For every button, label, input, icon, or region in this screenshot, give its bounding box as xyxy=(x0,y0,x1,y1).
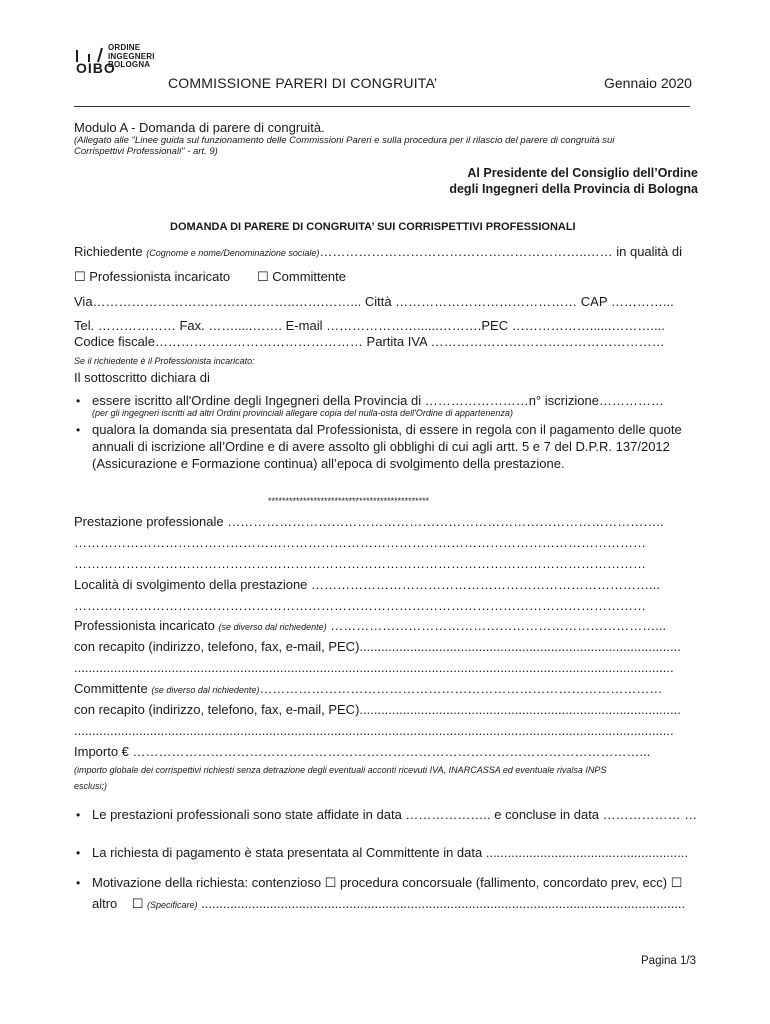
logo-mark: OIBO xyxy=(76,60,116,76)
addressee-line-2: degli Ingegneri della Provincia di Bologna xyxy=(449,182,698,196)
committente-hint: (se diverso dal richiedente) xyxy=(151,685,260,695)
committente-recapito-continuation[interactable]: ...................................................................................................................................................................... xyxy=(74,723,674,738)
declaration-bullet-1-note: (per gli ingegneri iscritti ad altri Ordini provinciali allegare copia del nulla-osta dell'Ordine di appartenenza) xyxy=(92,408,513,418)
committente-label: Committente xyxy=(74,681,148,696)
applicant-field[interactable]: ……………………………………………………..…… xyxy=(319,244,613,259)
option-professionista[interactable]: ☐ Professionista incaricato xyxy=(74,269,231,284)
prestazione-field[interactable]: Prestazione professionale ……………………………………………………………………………………….. xyxy=(74,514,664,529)
localita-field[interactable]: Località di svolgimento della prestazione ……………………………………………………………………... xyxy=(74,577,660,592)
applicant-label: Richiedente xyxy=(74,244,143,259)
motivazione-row[interactable]: Motivazione della richiesta: contenzioso ☐ procedura concorsuale (fallimento, concordato prev, ecc) ☐ xyxy=(92,875,683,890)
importo-note-line-1: (importo globale dei corrispettivi richiesti senza detrazione degli eventuali acconti ricevuti IVA, INARCASSA ed eventuale rivalsa INPS xyxy=(74,765,607,775)
altro-label: altro xyxy=(92,896,118,911)
page-number: Pagina 1/3 xyxy=(641,955,696,967)
professionista-recapito-continuation[interactable]: ...................................................................................................................................................................... xyxy=(74,660,674,675)
declaration-intro: Il sottoscritto dichiara di xyxy=(74,370,210,385)
applicant-row xyxy=(74,244,682,259)
declaration-bullet-1: essere iscritto all'Ordine degli Ingegneri della Provincia di ……………………n° iscrizione…………… xyxy=(92,393,664,408)
prestazione-continuation-2[interactable]: …………………………………………………………………………………………………………………… xyxy=(74,556,646,571)
module-note-line-1: (Allegato alle "Linee guida sul funzionamento delle Commissioni Pareri e sulla procedura per il rilascio del parere di congruità sui xyxy=(74,135,615,146)
bullet-icon: • xyxy=(76,846,81,860)
document-header-title: COMMISSIONE PARERI DI CONGRUITA’ xyxy=(168,75,438,91)
committente-recapito-field[interactable]: con recapito (indirizzo, telefono, fax, e-mail, PEC)......................................................................................... xyxy=(74,702,681,717)
declaration-condition: Se il richiedente è il Professionista incaricato: xyxy=(74,356,255,366)
logo-wordmark: ORDINE INGEGNERI BOLOGNA xyxy=(108,43,155,69)
section-separator: ********************************************** xyxy=(268,496,430,506)
declaration-bullet-2-line-2: annuali di iscrizione all’Ordine e di avere assolto gli obblighi di cui agli artt. 5 e 7 del D.P.R. 137/2012 xyxy=(92,439,670,454)
form-title: DOMANDA DI PARERE DI CONGRUITA’ SUI CORRISPETTIVI PROFESSIONALI xyxy=(170,221,576,233)
professionista-hint: (se diverso dal richiedente) xyxy=(218,622,327,632)
declaration-bullet-2-line-1: qualora la domanda sia presentata dal Professionista, di essere in regola con il pagamento delle quote xyxy=(92,422,682,437)
tax-row[interactable]: Codice fiscale………………………………………… Partita IVA ……………………………………………… xyxy=(74,334,665,349)
committente-field[interactable]: ………………………………………………………………………………… xyxy=(259,681,663,696)
professionista-row xyxy=(74,618,666,633)
bullet-icon: • xyxy=(76,394,81,408)
importo-note-line-2: esclusi;) xyxy=(74,781,108,791)
module-title: Modulo A - Domanda di parere di congruità. xyxy=(74,120,325,135)
header-divider xyxy=(74,106,690,107)
localita-continuation[interactable]: …………………………………………………………………………………………………………………… xyxy=(74,598,646,613)
altro-row xyxy=(92,896,685,912)
altro-hint: (Specificare) xyxy=(147,900,198,910)
bullet-icon: • xyxy=(76,423,81,437)
declaration-bullet-2-line-3: (Assicurazione e Formazione continua) all’epoca di svolgimento della prestazione. xyxy=(92,456,565,471)
document-header-date: Gennaio 2020 xyxy=(604,75,692,91)
prestazione-continuation-1[interactable]: …………………………………………………………………………………………………………………… xyxy=(74,535,646,550)
date-affidamento-field[interactable]: Le prestazioni professionali sono state affidate in data ……………….. e concluse in data ……………… … xyxy=(92,807,698,822)
professionista-recapito-field[interactable]: con recapito (indirizzo, telefono, fax, e-mail, PEC)......................................................................................... xyxy=(74,639,681,654)
altro-field[interactable]: ...................................................................................................................................... xyxy=(201,896,686,911)
applicant-role-label: in qualità di xyxy=(616,244,683,259)
applicant-hint: (Cognome e nome/Denominazione sociale) xyxy=(146,248,320,258)
committente-row xyxy=(74,681,662,696)
professionista-field[interactable]: …………………………………………………………………... xyxy=(330,618,667,633)
module-note-line-2: Corrispettivi Professionali" - art. 9) xyxy=(74,146,218,157)
contact-row[interactable]: Tel. ……………… Fax. …….....……. E-mail …………………......……….PEC ………………......……….... xyxy=(74,318,665,333)
option-committente[interactable]: ☐ Committente xyxy=(257,269,346,284)
addressee-line-1: Al Presidente del Consiglio dell’Ordine xyxy=(467,166,698,180)
address-row[interactable]: Via………………………………………..…….……... Città …………………………………… CAP …………... xyxy=(74,294,674,309)
altro-checkbox[interactable]: ☐ xyxy=(131,896,144,911)
bullet-icon: • xyxy=(76,876,81,890)
bullet-icon: • xyxy=(76,808,81,822)
date-pagamento-field[interactable]: La richiesta di pagamento è stata presentata al Committente in data ........................................................ xyxy=(92,845,689,860)
professionista-label: Professionista incaricato xyxy=(74,618,215,633)
importo-field[interactable]: Importo € ………………………………………………………………………………………………………... xyxy=(74,744,651,759)
